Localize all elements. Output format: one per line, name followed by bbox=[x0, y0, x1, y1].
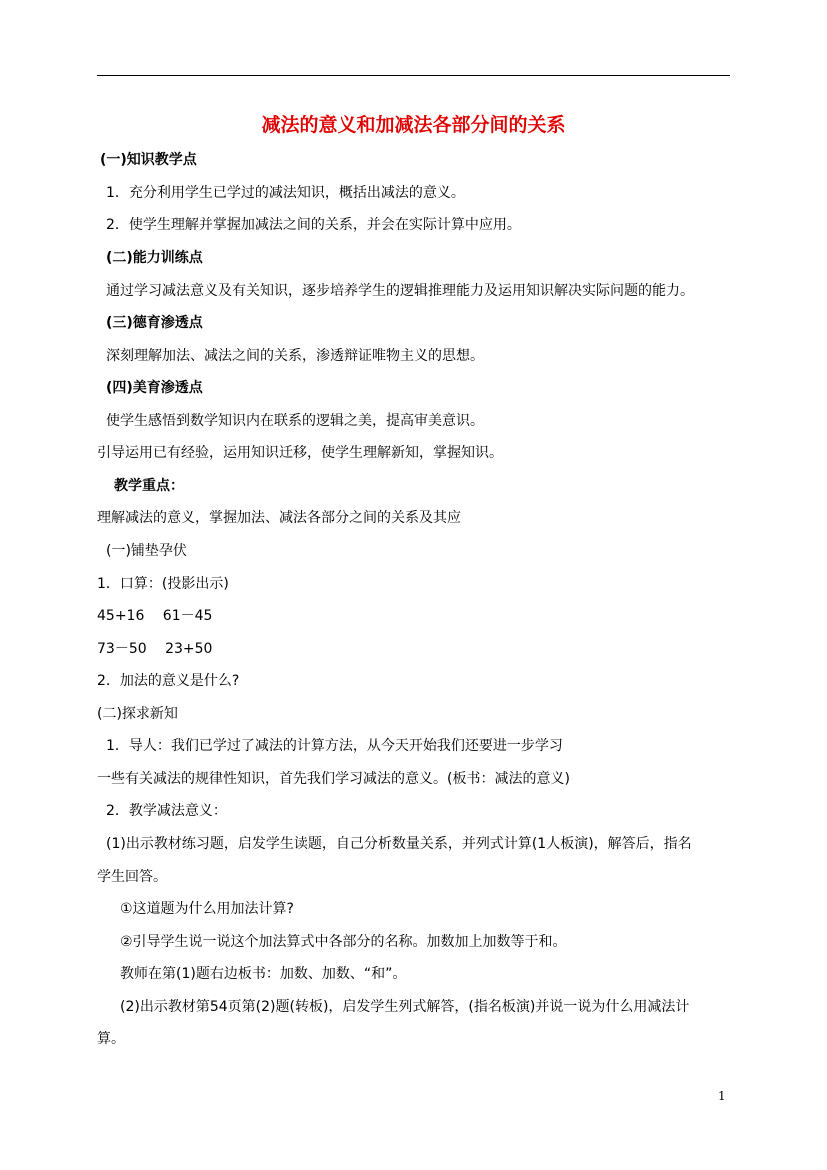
paragraph-line: 学生回答。 bbox=[97, 869, 167, 885]
math-expression-line: 73－50 23+50 bbox=[97, 641, 213, 657]
document-title: 减法的意义和加减法各部分间的关系 bbox=[261, 114, 566, 136]
math-expression-line: 45+16 61－45 bbox=[97, 608, 213, 624]
paragraph-line: 理解减法的意义，掌握加法、减法各部分之间的关系及其应 bbox=[97, 510, 461, 526]
paragraph-line: 1．充分利用学生已学过的减法知识，概括出减法的意义。 bbox=[106, 185, 465, 201]
paragraph-line: 算。 bbox=[97, 1031, 125, 1047]
paragraph-line: ①这道题为什么用加法计算? bbox=[120, 901, 294, 917]
paragraph-line: 使学生感悟到数学知识内在联系的逻辑之美，提高审美意识。 bbox=[106, 413, 484, 429]
section-heading-knowledge: (一)知识教学点 bbox=[100, 152, 197, 168]
header-rule bbox=[97, 75, 730, 76]
subsection-heading: (一)铺垫孕伏 bbox=[106, 543, 187, 559]
paragraph-line: 引导运用已有经验，运用知识迁移，使学生理解新知，掌握知识。 bbox=[97, 445, 503, 461]
paragraph-line: 1．口算：(投影出示) bbox=[97, 576, 229, 592]
paragraph-line: (2)出示教材第54页第(2)题(转板)，启发学生列式解答，(指名板演)并说一说为什么用减法计 bbox=[120, 999, 690, 1015]
paragraph-line: 教师在第(1)题右边板书：加数、加数、“和”。 bbox=[120, 966, 407, 982]
paragraph-line: 通过学习减法意义及有关知识，逐步培养学生的逻辑推理能力及运用知识解决实际问题的能力。 bbox=[106, 283, 694, 299]
section-heading-key-point: 教学重点： bbox=[114, 478, 184, 494]
subsection-heading: (二)探求新知 bbox=[97, 706, 178, 722]
paragraph-line: 2．使学生理解并掌握加减法之间的关系，并会在实际计算中应用。 bbox=[106, 217, 521, 233]
section-heading-moral: (三)德育渗透点 bbox=[106, 315, 203, 331]
paragraph-line: 1．导人：我们已学过了减法的计算方法，从今天开始我们还要进一步学习 bbox=[106, 738, 563, 754]
section-heading-aesthetic: (四)美育渗透点 bbox=[106, 380, 203, 396]
paragraph-line: 2．加法的意义是什么? bbox=[97, 673, 240, 689]
paragraph-line: (1)出示教材练习题，启发学生读题，自己分析数量关系，并列式计算(1人板演)，解答后，指名 bbox=[106, 836, 692, 852]
paragraph-line: ②引导学生说一说这个加法算式中各部分的名称。加数加上加数等于和。 bbox=[120, 934, 567, 950]
paragraph-line: 2．教学减法意义： bbox=[106, 803, 227, 819]
page-number: 1 bbox=[718, 1089, 726, 1103]
paragraph-line: 深刻理解加法、减法之间的关系，渗透辩证唯物主义的思想。 bbox=[106, 348, 484, 364]
paragraph-line: 一些有关减法的规律性知识，首先我们学习减法的意义。(板书：减法的意义) bbox=[97, 771, 570, 787]
section-heading-ability: (二)能力训练点 bbox=[106, 250, 203, 266]
